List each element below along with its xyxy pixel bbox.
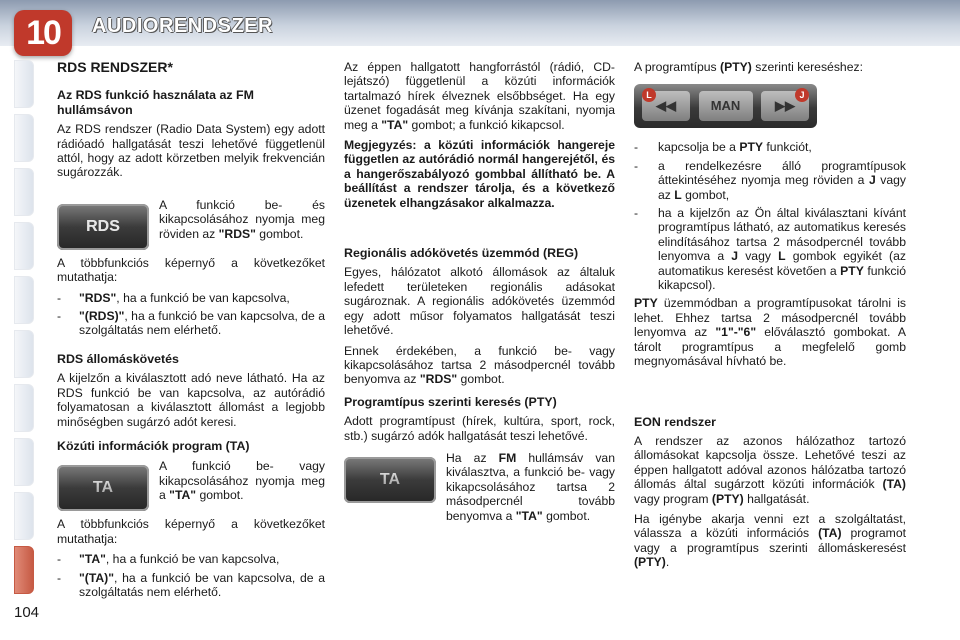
pty-intro bbox=[634, 60, 906, 74]
text-bold: "RDS" bbox=[419, 372, 458, 387]
side-tab bbox=[14, 384, 34, 432]
text-bold: (TA) bbox=[818, 526, 842, 541]
text: kapcsolja be a bbox=[658, 140, 740, 155]
text: gombot, bbox=[681, 187, 730, 202]
man-button-image bbox=[699, 91, 753, 121]
text-bold: J bbox=[868, 173, 876, 188]
text: funkciót, bbox=[763, 140, 812, 155]
text: gombot. bbox=[542, 508, 591, 523]
section-title: RDS RENDSZER* bbox=[57, 59, 173, 75]
text: funkció kikapcsol). bbox=[658, 263, 906, 293]
text: ha a kijelzőn az Ön által kiválasztani kívánt programtípus látható, az automatikus keresés elindításához tartsa 2 másodpercnél tovább lenyomva a bbox=[658, 206, 906, 264]
page-header bbox=[0, 0, 960, 52]
ta-button-label-2: TA bbox=[379, 470, 401, 488]
text: gombok egyikét (az automatikus keresést követően a bbox=[658, 249, 906, 278]
text: programot vagy a programtípus szerinti állomáskeresést bbox=[634, 526, 907, 555]
text-bold: PTY bbox=[840, 263, 864, 278]
rds-intro: Az RDS rendszer (Radio Data System) egy adott rádióadó hallgatását teszi lehetővé függetlenül attól, hogy az adott körzetben melyik frekvencián sugározzák. bbox=[57, 122, 325, 180]
list-item bbox=[634, 206, 906, 292]
text-bold: "1"-"6" bbox=[715, 325, 757, 340]
rewind-icon: ◀◀ bbox=[656, 98, 676, 114]
priority-text bbox=[344, 60, 615, 132]
fm-press-text bbox=[446, 451, 615, 523]
text: üzemmódban a programtípusokat tárolni is lehet. Ehhez tartsa 2 másodpercnél tovább lenyomva az bbox=[634, 296, 906, 340]
multi-display-text: A többfunkciós képernyő a következőket mutathatja: bbox=[57, 255, 325, 285]
eon-text-2 bbox=[634, 512, 906, 570]
side-tab bbox=[14, 492, 34, 540]
tracking-heading: RDS állomáskövetés bbox=[57, 351, 179, 366]
pty-store-text bbox=[634, 296, 906, 368]
chapter-number: 10 bbox=[26, 13, 60, 52]
column-3 bbox=[634, 60, 906, 576]
list-item bbox=[57, 571, 325, 600]
ta-button-image-2 bbox=[344, 457, 436, 503]
bullet-text bbox=[79, 571, 325, 600]
text: a rendelkezésre álló programtípusok áttekintéséhez nyomja meg röviden a bbox=[658, 158, 906, 188]
side-tabs bbox=[0, 60, 34, 600]
text: , ha a funkció be van kapcsolva, bbox=[116, 290, 290, 305]
rds-button-image bbox=[57, 204, 149, 250]
text-bold: "(TA)" bbox=[79, 570, 115, 585]
multi-display-text-2: A többfunkciós képernyő a következőket mutathatja: bbox=[57, 517, 325, 546]
bullet-dash: - bbox=[57, 309, 62, 324]
chapter-title: AUDIORENDSZER bbox=[92, 15, 273, 37]
text: Ha igénybe akarja venni ezt a szolgáltatást, válassza a közúti információs bbox=[634, 511, 906, 541]
text-bold: "RDS" bbox=[218, 226, 256, 241]
bullet-text bbox=[79, 309, 325, 338]
bullet-text bbox=[658, 206, 906, 292]
text-bold: "TA" bbox=[169, 488, 197, 503]
text: , ha a funkció be van kapcsolva, de a szolgáltatás nem elérhető. bbox=[79, 570, 325, 599]
text: gombot. bbox=[457, 372, 505, 387]
side-tab bbox=[14, 168, 34, 216]
badge-j: J bbox=[795, 88, 809, 102]
control-buttons-image bbox=[634, 84, 817, 128]
column-1 bbox=[57, 60, 325, 603]
list-item bbox=[57, 552, 325, 566]
use-heading: Az RDS funkció használata az FM hullámsávon bbox=[57, 88, 254, 117]
tracking-text: A kijelzőn a kiválasztott adó neve látható. Ha az RDS funkció be van kapcsolva, az autórádió folyamatosan a kiválasztott állomást a legjobb minőségben sugárzó adót keresi. bbox=[57, 371, 325, 429]
column-2 bbox=[344, 60, 615, 529]
text: , ha a funkció be van kapcsolva, de a szolgáltatás nem elérhető. bbox=[79, 309, 325, 338]
bullet-dash: - bbox=[57, 570, 62, 585]
volume-note: Megjegyzés: a közúti információk hangereje független az autórádió normál hangerejétől, és a hangerőszabályozó gombbal állítható be. A beállítást a rendszer tárolja, és a következő üzenetek elhangzásakor alkalmazza. bbox=[344, 138, 615, 210]
text: vagy program bbox=[634, 491, 712, 506]
rds-button-block bbox=[57, 198, 325, 250]
side-tab bbox=[14, 276, 34, 324]
list-item bbox=[634, 140, 906, 154]
text: előválasztó gombokat. A tárolt programtípus a megfelelő gomb megnyomásával hívható be. bbox=[634, 325, 906, 369]
text-bold: (PTY) bbox=[634, 555, 666, 570]
side-tab bbox=[14, 60, 34, 108]
text-bold: L bbox=[674, 187, 682, 202]
bullet-dash: - bbox=[57, 290, 62, 305]
text: A rendszer az azonos hálózathoz tartozó állomásokat kapcsolja össze. Lehetővé teszi az éppen hallgatott adóval azonos hálózatba tartozó állomás által sugárzott közúti információk bbox=[634, 433, 906, 492]
text-bold: (PTY) bbox=[711, 491, 744, 506]
regional-text: Egyes, hálózatot alkotó állomások az általuk lefedett területeken regionális adásokat sugároznak. A regionális adókövetés üzemmód egy adott műsor folyamatos hallgatását teszi lehetővé. bbox=[344, 265, 615, 338]
bullet-text bbox=[658, 140, 906, 154]
ta-button-block bbox=[57, 459, 325, 511]
pty-text: Adott programtípust (hírek, kultúra, sport, rock, stb.) sugárzó adók hallgatását teszi lehetővé. bbox=[344, 414, 615, 443]
forward-icon: ▶▶ bbox=[775, 98, 795, 114]
text: A programtípus bbox=[634, 60, 721, 74]
text: gombot. bbox=[196, 488, 244, 503]
text: Ennek érdekében, a funkció be- vagy kikapcsolásához tartsa 2 másodpercnél tovább benyomva az bbox=[344, 343, 615, 387]
text: A funkció be- és kikapcsolásához nyomja meg röviden az bbox=[159, 197, 325, 241]
side-tab-active bbox=[14, 546, 34, 594]
text: . bbox=[665, 555, 670, 570]
text: hullámsáv van kiválasztva, a funkció be- vagy kikapcsolásához tartsa 2 másodpercnél tovább benyomva a bbox=[446, 450, 615, 523]
text: gombot; a funkció kikapcsol. bbox=[408, 117, 565, 132]
text: A funkció be- vagy kikapcsolásához nyomja meg a bbox=[159, 459, 325, 503]
text-bold: FM bbox=[498, 450, 517, 465]
man-label: MAN bbox=[710, 98, 741, 114]
text-bold: "RDS" bbox=[79, 290, 117, 305]
regional-heading: Regionális adókövetés üzemmód (REG) bbox=[344, 246, 579, 261]
bullet-dash: - bbox=[634, 158, 639, 173]
text-bold: "TA" bbox=[381, 117, 409, 132]
text-bold: (TA) bbox=[882, 477, 906, 492]
side-tab bbox=[14, 114, 34, 162]
ta-button-image bbox=[57, 465, 149, 511]
pty-heading: Programtípus szerinti keresés (PTY) bbox=[344, 394, 557, 409]
fm-ta-block bbox=[344, 451, 615, 523]
list-item bbox=[57, 309, 325, 338]
text-bold: J bbox=[731, 249, 739, 264]
rds-press-text bbox=[159, 198, 325, 241]
bullet-text bbox=[658, 159, 906, 202]
text-bold: PTY bbox=[634, 296, 658, 311]
eon-heading: EON rendszer bbox=[634, 414, 716, 429]
text-bold: (PTY) bbox=[720, 60, 752, 74]
side-tab bbox=[14, 330, 34, 378]
text-bold: "(RDS)" bbox=[79, 309, 125, 324]
list-item bbox=[634, 159, 906, 202]
eon-text bbox=[634, 434, 906, 506]
text: vagy az bbox=[658, 173, 906, 202]
ta-button-label: TA bbox=[92, 479, 114, 497]
text: , ha a funkció be van kapcsolva, bbox=[105, 552, 280, 567]
bullet-text bbox=[79, 291, 325, 305]
badge-l: L bbox=[642, 88, 656, 102]
text-bold: L bbox=[778, 249, 786, 264]
ta-press-text bbox=[159, 459, 325, 502]
text: Az éppen hallgatott hangforrástól (rádió, CD-lejátszó) függetlenül a közúti információk tartalmazó hírek élveznek elsőbbséget. Ha egy üzenet fogadását meg kívánja szakítani, nyomja meg a bbox=[344, 60, 615, 132]
text: vagy bbox=[738, 249, 779, 264]
side-tab bbox=[14, 438, 34, 486]
page-number: 104 bbox=[14, 604, 40, 621]
rds-button-label: RDS bbox=[86, 217, 120, 235]
text: hallgatását. bbox=[743, 491, 810, 506]
text: szerinti kereséshez: bbox=[751, 60, 863, 74]
chapter-number-badge bbox=[14, 10, 72, 56]
bullet-dash: - bbox=[634, 206, 639, 221]
regional-press-text bbox=[344, 344, 615, 387]
side-tab bbox=[14, 222, 34, 270]
bullet-text bbox=[79, 552, 325, 566]
text: gombot. bbox=[255, 226, 304, 241]
text-bold: PTY bbox=[739, 140, 764, 155]
text-bold: "TA" bbox=[515, 508, 543, 523]
traffic-heading: Közúti információk program (TA) bbox=[57, 438, 250, 453]
bullet-dash: - bbox=[57, 552, 62, 567]
text: Ha az bbox=[446, 450, 499, 465]
text-bold: "TA" bbox=[79, 552, 106, 567]
list-item bbox=[57, 291, 325, 305]
bullet-dash: - bbox=[634, 140, 639, 155]
